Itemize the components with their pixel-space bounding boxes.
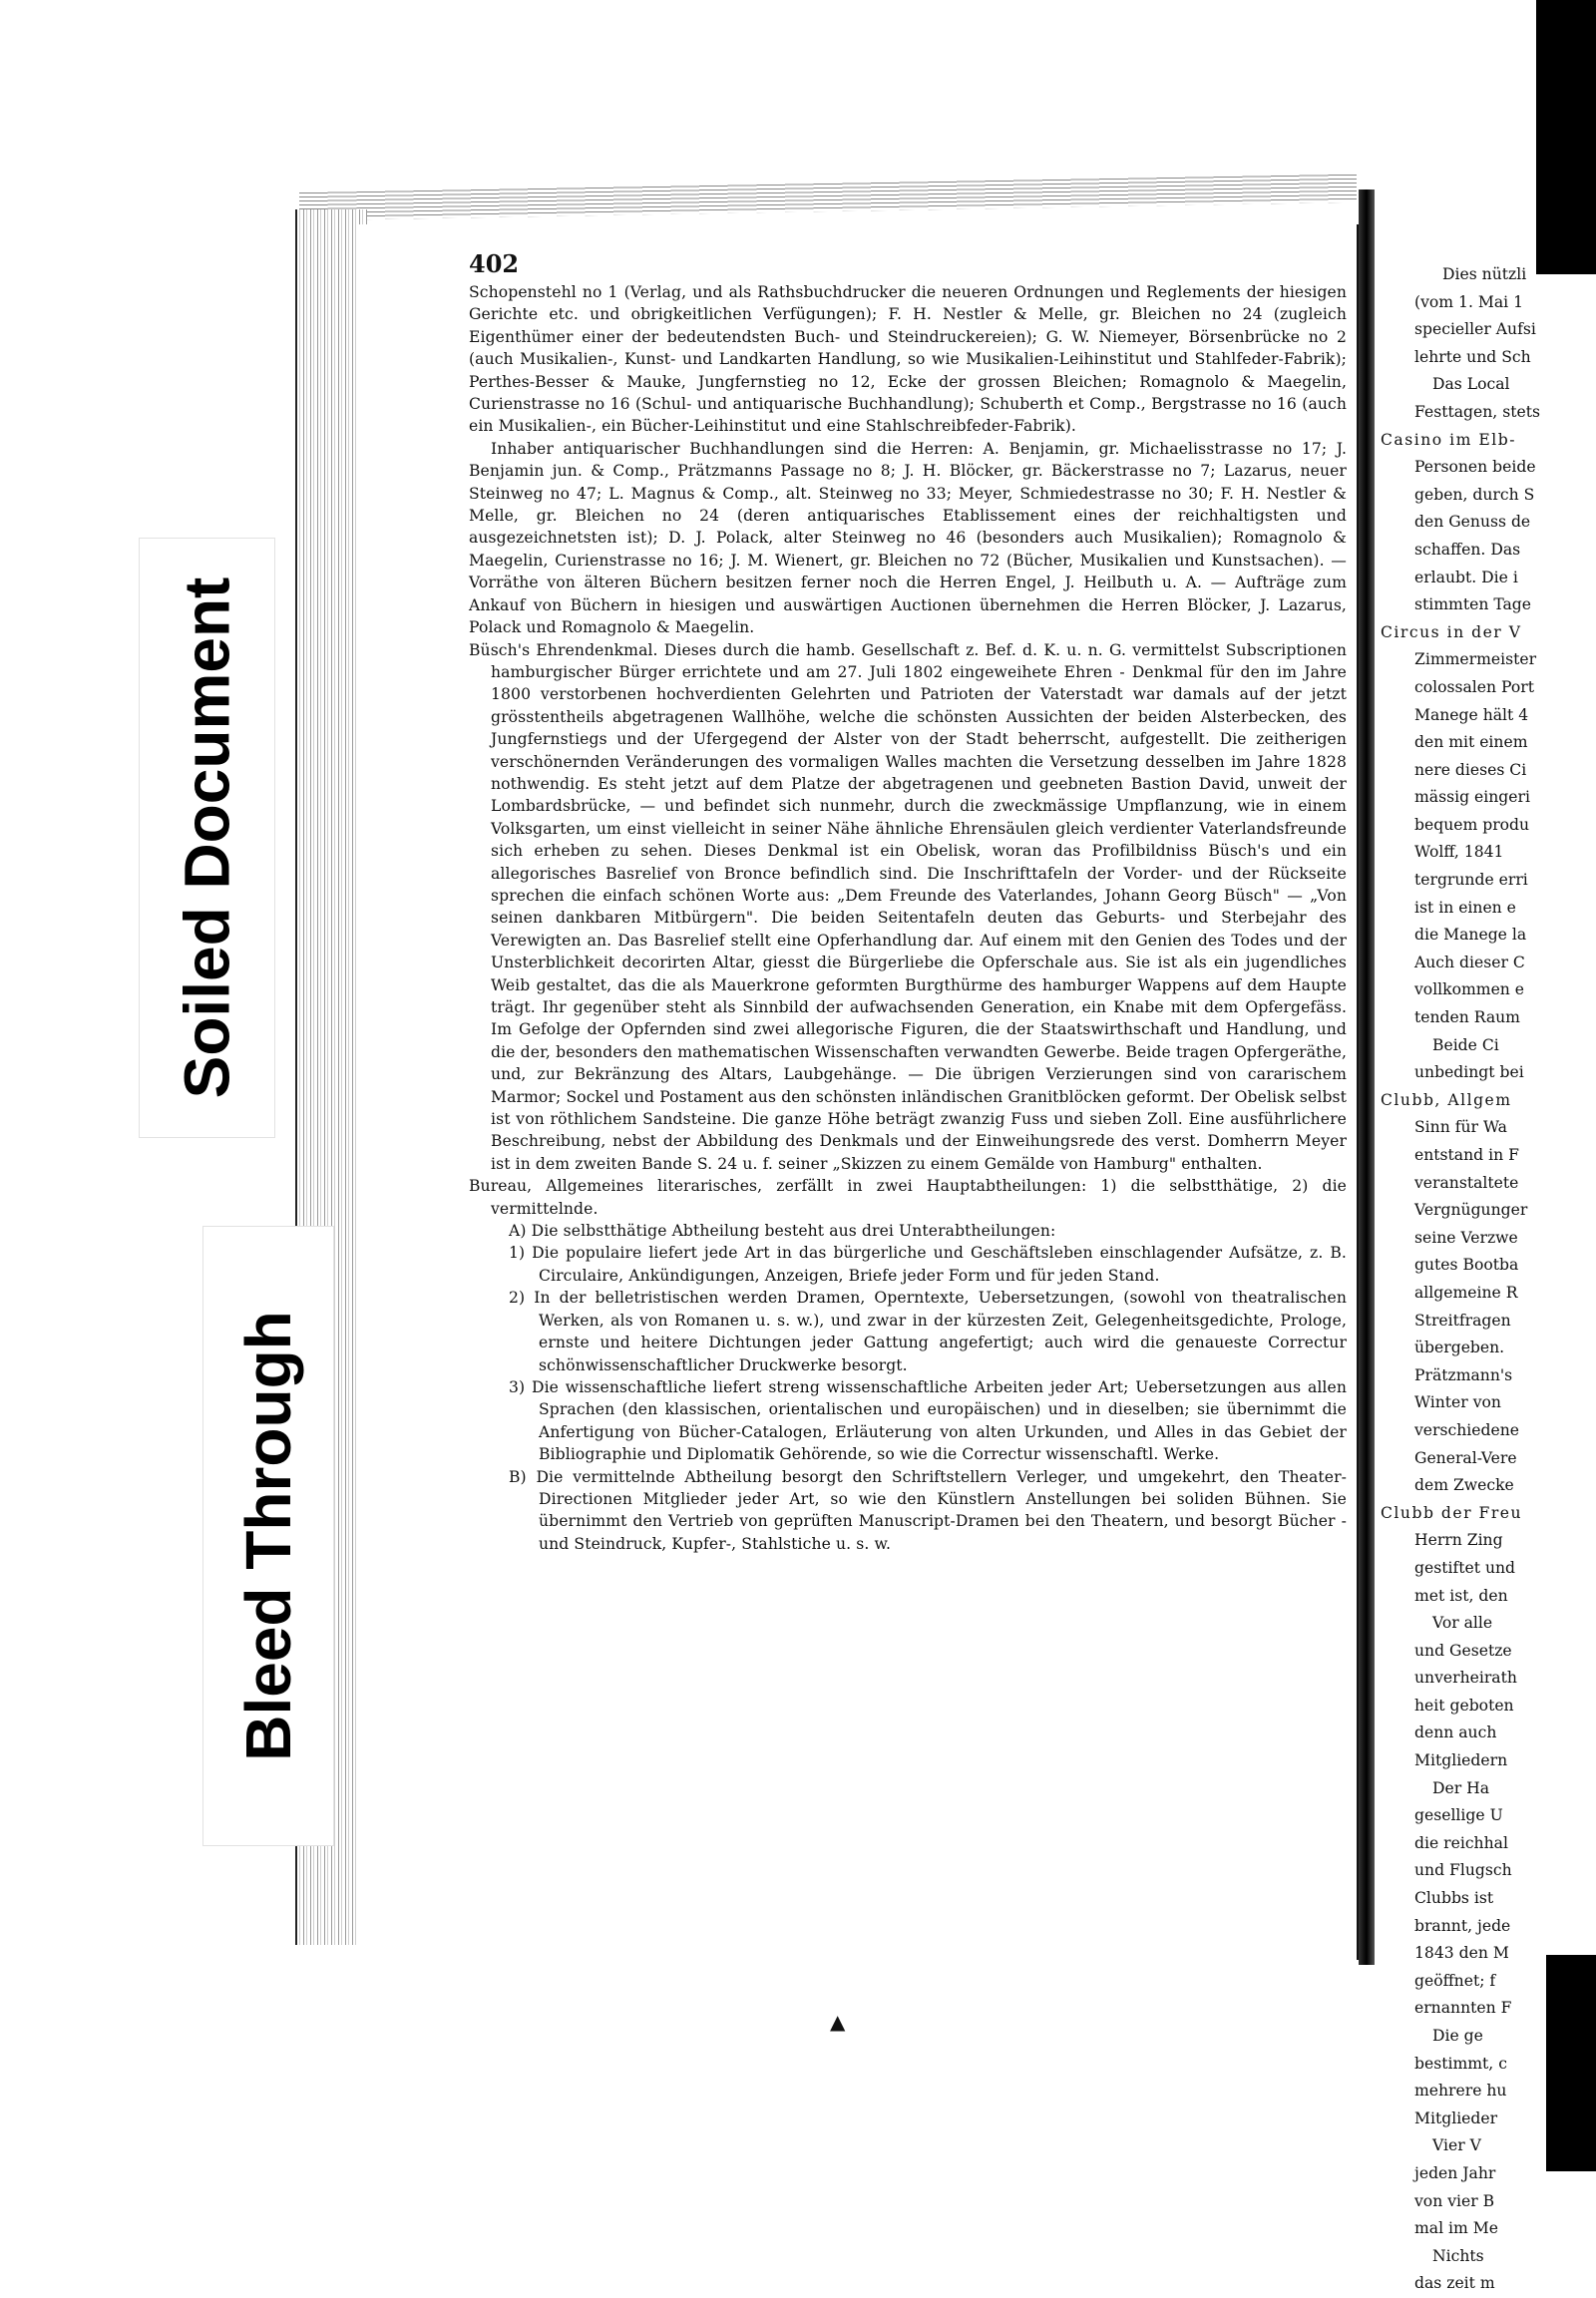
right-line: Vergnügunger xyxy=(1414,1201,1528,1220)
right-line: 1843 den M xyxy=(1414,1944,1509,1963)
right-line: und Flugsch xyxy=(1414,1861,1512,1880)
right-line: seine Verzwe xyxy=(1414,1228,1518,1247)
right-line: Das Local xyxy=(1432,375,1510,394)
right-line: Nichts xyxy=(1432,2246,1484,2265)
right-entry-clubb-freunde: Clubb der Freu xyxy=(1381,1503,1523,1522)
right-line: verschiedene xyxy=(1414,1420,1519,1439)
page-number: 402 xyxy=(469,249,520,278)
entry-bureau: Bureau, Allgemeines literarisches, zerfällt in zwei Hauptabtheilungen: 1) die selbstthätige, 2) die vermittelnde. xyxy=(469,1177,1347,1218)
right-line: geben, durch S xyxy=(1414,485,1535,504)
subsection-a: A) Die selbstthätige Abtheilung besteht aus drei Unterabtheilungen: xyxy=(509,1222,1056,1241)
right-line: colossalen Port xyxy=(1414,677,1534,696)
right-line: nere dieses Ci xyxy=(1414,760,1527,779)
bleed-through-label xyxy=(203,1227,333,1845)
right-line: tergrunde erri xyxy=(1414,871,1528,890)
paragraph-buchhandlungen: Schopenstehl no 1 (Verlag, und als Rathsbuchdrucker die neueren Ordnungen und Reglements der hiesigen Gerichte etc. und obrigkeitlichen Verfügungen); F. H. Nestler & Melle, gr. Bleichen no 24 (zugleich Eigenthümer einer der bedeutendsten Buch- und Steindruckereien); G. W. Niemeyer, Börsenbrücke no 2 (auch Musikalien-, Kunst- und Landkarten Handlung, so wie Musikalien-Leihinstitut und Stahlfeder-Fabrik); Perthes-Besser & Mauke, Jungfernstieg no 12, Ecke der grossen Bleichen; Romagnolo & Maegelin, Curienstrasse no 16 (Schul- und antiquarische Buchhandlung); Schuberth et Comp., Bergstrasse no 16 (auch ein Musikalien-, ein Bücher-Leihinstitut und eine Stahlschreibfeder-Fabrik). xyxy=(469,283,1347,436)
right-line: dem Zwecke xyxy=(1414,1476,1514,1495)
item-3: 3) Die wissenschaftliche liefert streng wissenschaftliche Arbeiten jeder Art; Uebersetzungen aus allen Sprachen (den klassischen, orientalischen und europäischen) und in dieselben; sie übernimmt die Anfertigung von Bücher-Catalogen, Erläuterung von alten Urkunden, und Alles in das Gebiet der Bibliographie und Diplomatik Gehörende, so wie die Correctur wissenschaftl. Werke. xyxy=(509,1377,1347,1464)
right-line: heit geboten xyxy=(1414,1696,1514,1715)
right-line: das zeit m xyxy=(1414,2274,1495,2293)
soiled-document-text: Soiled Document xyxy=(171,576,243,1099)
right-line: Clubbs ist xyxy=(1414,1889,1494,1908)
subsection-b: B) Die vermittelnde Abtheilung besorgt den Schriftstellern Verleger, und umgekehrt, den Theater-Directionen Mitglieder jeder Art, so wie den Künstlern Anstellungen bei soliden Bühnen. Sie übernimmt den Vertrieb von geprüften Manuscript-Dramen bei den Theatern, und besorgt Bücher - und Steindruck, Kupfer-, Stahlstiche u. s. w. xyxy=(509,1467,1347,1553)
right-line: lehrte und Sch xyxy=(1414,347,1531,366)
right-line: Manege hält 4 xyxy=(1414,705,1529,724)
item-2: 2) In der belletristischen werden Dramen, Operntexte, Uebersetzungen, (sowohl von theatralischen Werken, als von Romanen u. s. w.), und zwar in der kürzesten Zeit, Gelegenheitsgedichte, Prologe, ernste und heitere Dichtungen jeder Gattung angefertigt; auch wird die genaueste Correctur schönwissenschaftlicher Druckwerke besorgt. xyxy=(509,1289,1347,1374)
right-line: unverheirath xyxy=(1414,1669,1517,1688)
right-entry-circus: Circus in der V xyxy=(1381,622,1522,641)
right-line: veranstaltete xyxy=(1414,1173,1519,1192)
right-line: und Gesetze xyxy=(1414,1641,1512,1660)
right-line: geöffnet; f xyxy=(1414,1971,1496,1990)
bleed-through-text: Bleed Through xyxy=(232,1311,304,1761)
right-line: die Manege la xyxy=(1414,926,1527,945)
right-line: denn auch xyxy=(1414,1724,1497,1742)
paragraph-antiquare: Inhaber antiquarischer Buchhandlungen sind die Herren: A. Benjamin, gr. Michaelisstrasse no 17; J. Benjamin jun. & Comp., Prätzmanns Passage no 8; J. H. Blöcker, gr. Bäckerstrasse no 7; Lazarus, neuer Steinweg no 47; L. Magnus & Comp., alt. Steinweg no 33; Meyer, Schmiedestrasse no 30; F. H. Nestler & Melle, gr. Bleichen no 24 (deren antiquarisches Etablissement eines der reichhaltigsten und ausgezeichnetsten ist); D. J. Polack, alter Steinweg no 46 (besonders auch Musikalien); Romagnolo & Maegelin, Curienstrasse no 16; J. M. Wienert, gr. Bleichen no 72 (Bücher, Musikalien und Kunstsachen). — Vorräthe von älteren Büchern besitzen ferner noch die Herren Engel, J. Heilbuth u. A. — Aufträge zum Ankauf von Büchern in hiesigen und auswärtigen Auctionen übernehmen die Herren Blöcker, J. Lazarus, Polack und Romagnolo & Maegelin. xyxy=(469,439,1347,637)
right-line: von vier B xyxy=(1414,2191,1495,2210)
right-entry-casino: Casino im Elb- xyxy=(1381,430,1516,449)
right-line: (vom 1. Mai 1 xyxy=(1414,292,1523,311)
right-line: Sinn für Wa xyxy=(1414,1118,1507,1137)
right-line: schaffen. Das xyxy=(1414,540,1521,559)
right-line: die reichhal xyxy=(1414,1833,1508,1852)
scan-border-top xyxy=(1536,0,1596,274)
right-line: tenden Raum xyxy=(1414,1008,1520,1027)
right-line: Herrn Zing xyxy=(1414,1531,1503,1550)
right-line: bestimmt, c xyxy=(1414,2054,1507,2073)
right-line: unbedingt bei xyxy=(1414,1063,1524,1082)
right-line: den mit einem xyxy=(1414,733,1528,752)
right-line: Beide Ci xyxy=(1432,1035,1499,1054)
right-line: entstand in F xyxy=(1414,1146,1519,1164)
item-1: 1) Die populaire liefert jede Art in das bürgerliche und Geschäftsleben einschlagender Aufsätze, z. B. Circulaire, Ankündigungen, Anzeigen, Briefe jeder Form und für jeden Stand. xyxy=(509,1244,1347,1285)
right-line: Personen beide xyxy=(1414,458,1536,477)
right-line: Auch dieser C xyxy=(1414,953,1525,971)
right-line: Winter von xyxy=(1414,1393,1501,1412)
right-line: bequem produ xyxy=(1414,815,1530,834)
right-line: jeden Jahr xyxy=(1414,2163,1496,2182)
right-line: Vier V xyxy=(1432,2136,1481,2155)
left-page-text xyxy=(469,281,1347,1555)
right-line: Zimmermeister xyxy=(1414,650,1537,669)
right-line: General-Vere xyxy=(1414,1448,1517,1467)
right-line: Der Ha xyxy=(1432,1778,1490,1797)
right-line: erlaubt. Die i xyxy=(1414,568,1518,586)
right-line: mal im Me xyxy=(1414,2219,1498,2238)
right-line: mehrere hu xyxy=(1414,2082,1507,2101)
right-line: übergeben. xyxy=(1414,1339,1505,1357)
right-entry-clubb: Clubb, Allgem xyxy=(1381,1090,1512,1109)
right-line: gestiftet und xyxy=(1414,1558,1516,1577)
right-page-text xyxy=(1381,261,1596,2298)
soiled-document-label xyxy=(140,539,274,1137)
right-line: ernannten F xyxy=(1414,1999,1512,2018)
right-line: Mitgliedern xyxy=(1414,1751,1508,1770)
right-line: vollkommen e xyxy=(1414,980,1525,999)
right-line: Die ge xyxy=(1432,2027,1483,2045)
right-line: gesellige U xyxy=(1414,1806,1503,1825)
book-gutter xyxy=(1359,190,1375,1965)
right-line: Prätzmann's xyxy=(1414,1365,1513,1384)
right-line: Streitfragen xyxy=(1414,1311,1511,1330)
right-line: brannt, jede xyxy=(1414,1916,1511,1935)
right-line: allgemeine R xyxy=(1414,1283,1518,1302)
right-line: stimmten Tage xyxy=(1414,595,1532,614)
right-line: met ist, den xyxy=(1414,1586,1508,1605)
right-line: den Genuss de xyxy=(1414,513,1531,532)
right-line: Dies nützli xyxy=(1442,265,1527,283)
entry-buesch: Büsch's Ehrendenkmal. Dieses durch die hamb. Gesellschaft z. Bef. d. K. u. n. G. vermittelst Subscriptionen hamburgischer Bürger errichtete und am 27. Juli 1802 eingeweihete Ehren - Denkmal für den im Jahre 1800 verstorbenen hochverdienten Gelehrten und Patrioten der Vaterstadt war damals auf der jetzt grösstentheils abgetragenen Wallhöhe, welche die schönsten Aussichten der beiden Alsterbecken, des Jungfernstiegs und der Ufergegend der Alster von der Stadt beherrscht, aufgestellt. Die zeitherigen verschönernden Veränderungen des vormaligen Walles machten die Versetzung desselben im Jahre 1828 nothwendig. Es steht jetzt auf dem Platze der abgetragenen und geebneten Bastion David, unweit der Lombardsbrücke, — und befindet sich nunmehr, durch die zweckmässige Umpflanzung, wie in einem Volksgarten, um einst vielleicht in seiner Nähe ähnliche Ehrensäulen gleich verdienter Vaterlandsfreunde sich erheben zu sehen. Dieses Denkmal ist ein Obelisk, woran das Profilbildniss Büsch's und ein allegorisches Basrelief von Bronce befindlich sind. Die Inschrifttafeln der Vorder- und der Rückseite sprechen die einfach schönen Worte aus: „Dem Freunde des Vaterlandes, Johann Georg Büsch" — „Von seinen dankbaren Mitbürgern". Die beiden Seitentafeln deuten das Geburts- und Sterbejahr des Verewigten an. Das Basrelief stellt eine Opferhandlung dar. Auf einem mit den Genien des Todes und der Unsterblichkeit decorirten Altar, giesst die Bürgerliebe die Opferschale aus. Sie ist als ein jugendliches Weib gestaltet, das die als Mauerkrone geformten Burgthürme des hamburger Wappens auf dem Haupte trägt. Ihr gegenüber steht als Sinnbild der aufwachsenden Generation, ein Knabe mit dem Opfergefäss. Im Gefolge der Opfernden sind zwei allegorische Figuren, die der Staatswirthschaft und Handlung, und die der, besonders den mathematischen Wissenschaften verwandten Gewerbe. Beide tragen Opfergeräthe, und, zur Bekränzung des Altars, Laubgehänge. — Die übrigen Verzierungen sind von cararischem Marmor; Sockel und Postament aus den schönsten inländischen Granitblöcken geformt. Der Obelisk selbst ist von röthlichem Sandsteine. Die ganze Höhe beträgt zwanzig Fuss und sieben Zoll. Eine ausführlichere Beschreibung, nebst der Abbildung des Denkmals und der Einweihungsrede des verst. Domherrn Meyer ist in dem zweiten Bande S. 24 u. f. seiner „Skizzen zu einem Gemälde von Hamburg" enthalten. xyxy=(469,640,1347,1173)
right-line: Festtagen, stets xyxy=(1414,402,1540,421)
right-line: Vor alle xyxy=(1432,1614,1493,1633)
right-line: gutes Bootba xyxy=(1414,1256,1519,1275)
right-line: ist in einen e xyxy=(1414,898,1516,917)
right-line: Mitglieder xyxy=(1414,2108,1498,2127)
right-line: mässig eingeri xyxy=(1414,788,1530,807)
right-line: Wolff, 1841 xyxy=(1414,843,1504,862)
page-edge-top xyxy=(299,173,1357,221)
right-line: specieller Aufsi xyxy=(1414,320,1536,339)
ink-blot-icon: ▲ xyxy=(830,2010,846,2034)
